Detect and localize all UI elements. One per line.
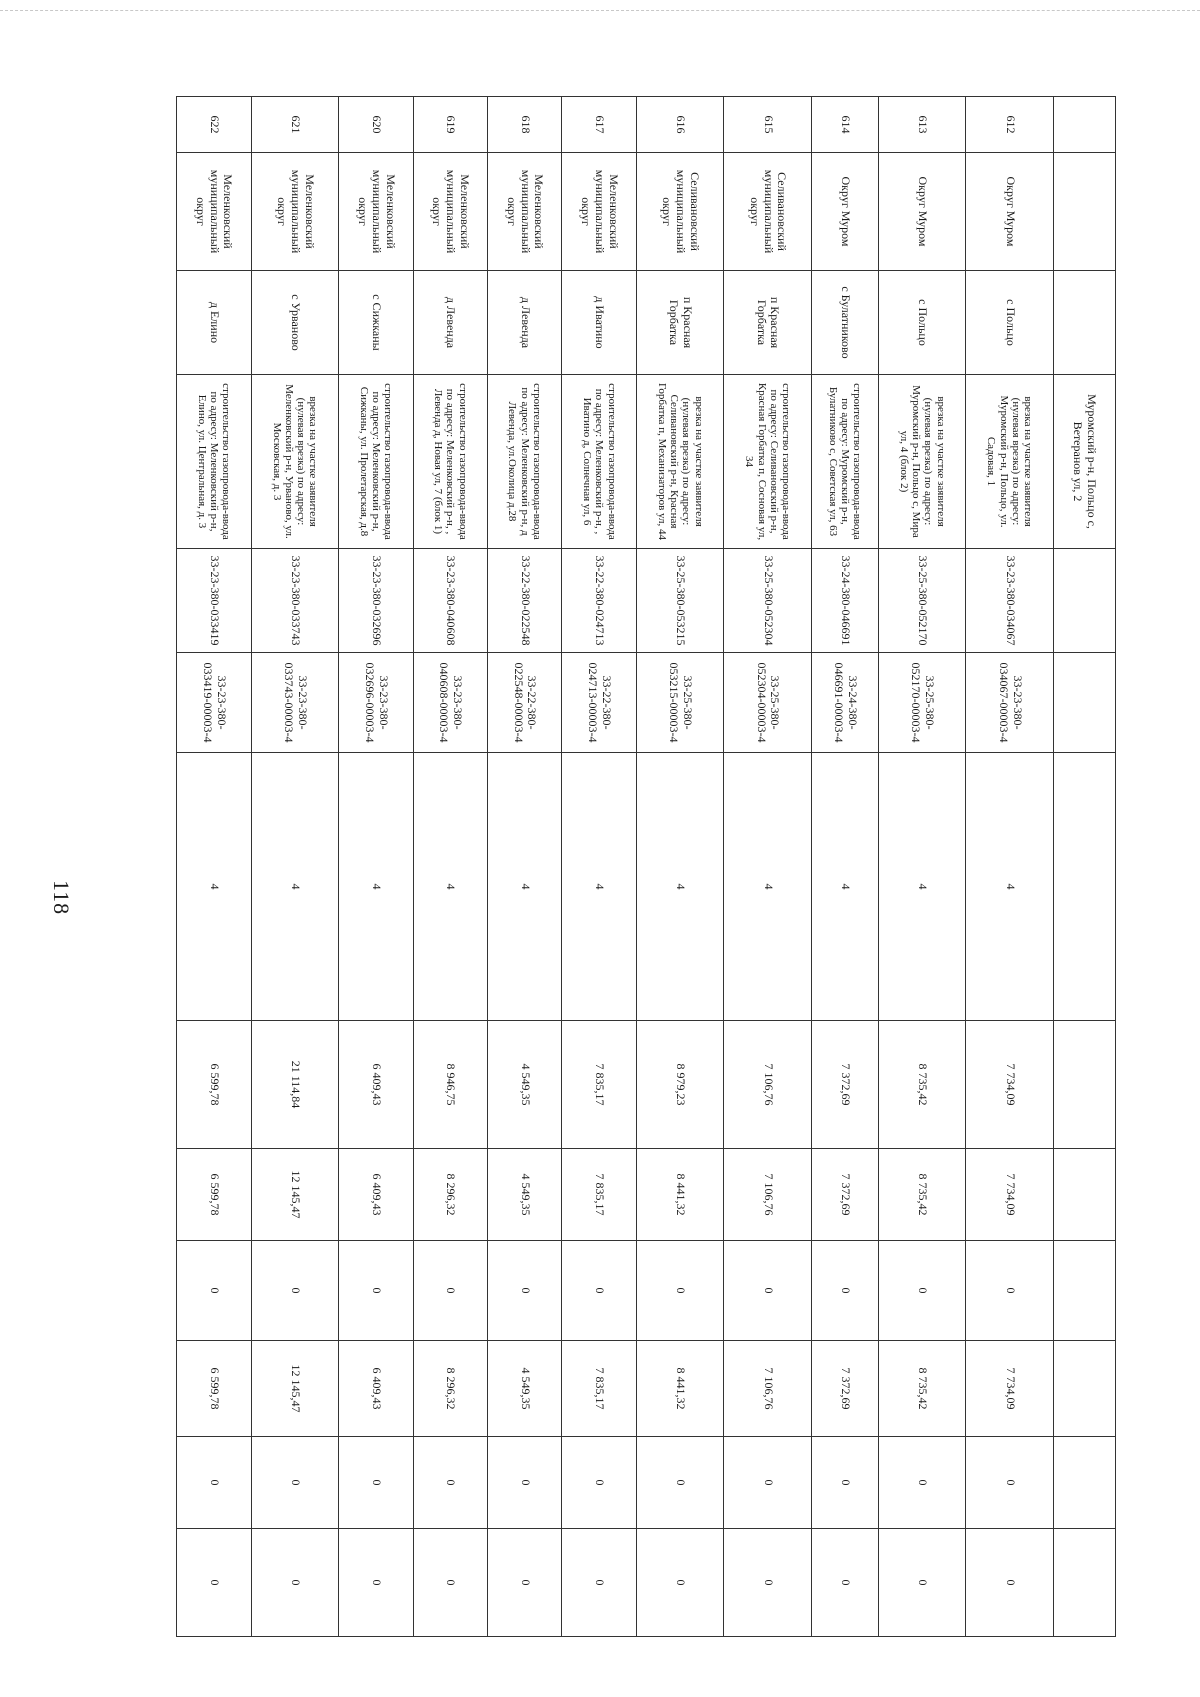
cell-cadastral-number: 33-24-380-046691 xyxy=(811,549,878,653)
cell-object-code: 33-23-380-040608-00003-4 xyxy=(413,653,487,753)
cell-cost-approved: 8 735,42 xyxy=(878,1149,966,1241)
cell-settlement: д Левенда xyxy=(487,271,561,375)
cell-object-code: 33-25-380-053215-00003-4 xyxy=(636,653,724,753)
cell-cadastral-number: 33-25-380-052304 xyxy=(724,549,812,653)
cell-row-number: 612 xyxy=(966,97,1054,153)
cell-cost-other: 0 xyxy=(251,1241,339,1341)
cell-cost-total: 8 946,75 xyxy=(413,1021,487,1149)
cell-cost-final: 8 441,32 xyxy=(636,1341,724,1437)
cell-category: 4 xyxy=(811,753,878,1021)
cell-settlement: д Елино xyxy=(177,271,252,375)
cell-cost-total: 6 599,78 xyxy=(177,1021,252,1149)
cell-cost-total: 8 979,23 xyxy=(636,1021,724,1149)
cell-value-b: 0 xyxy=(724,1529,812,1637)
cell-cost-final: 7 106,76 xyxy=(724,1341,812,1437)
cell-settlement: п Красная Горбатка xyxy=(636,271,724,375)
cell-value-a: 0 xyxy=(487,1437,561,1529)
cell-object-code: 33-23-380-034067-00003-4 xyxy=(966,653,1054,753)
cell-cadastral-number: 33-25-380-052170 xyxy=(878,549,966,653)
cell-cost-final: 7 734,09 xyxy=(966,1341,1054,1437)
cell-description: Муромский р-н, Польцо с, Ветеранов ул, 2 xyxy=(1054,375,1116,549)
cell-value-b: 0 xyxy=(339,1529,413,1637)
cell-row-number: 622 xyxy=(177,97,252,153)
cell-cost-approved: 6 599,78 xyxy=(177,1149,252,1241)
cell-municipality: Округ Муром xyxy=(811,153,878,271)
cell-cost-final: 7 372,69 xyxy=(811,1341,878,1437)
cell-value-b: 0 xyxy=(636,1529,724,1637)
cell-settlement: с Польцо xyxy=(966,271,1054,375)
cell-municipality: Меленковский муниципальный округ xyxy=(562,153,636,271)
cell-description: строительство газопровода-ввода по адресу: Меленковский р-н, д Левенда, ул.Околица д.28 xyxy=(487,375,561,549)
cell-row-number: 617 xyxy=(562,97,636,153)
cell-blank xyxy=(1054,97,1116,153)
table-body xyxy=(177,97,1116,1637)
cell-municipality: Меленковский муниципальный округ xyxy=(177,153,252,271)
table-row xyxy=(339,97,413,1637)
cell-object-code: 33-22-380-024713-00003-4 xyxy=(562,653,636,753)
table-row xyxy=(966,97,1054,1637)
table-row xyxy=(878,97,966,1637)
cell-municipality: Меленковский муниципальный округ xyxy=(251,153,339,271)
cell-blank xyxy=(1054,271,1116,375)
cell-blank xyxy=(1054,653,1116,753)
cell-object-code: 33-23-380-032696-00003-4 xyxy=(339,653,413,753)
cell-cost-total: 7 835,17 xyxy=(562,1021,636,1149)
cell-description: врезка на участке заявителя (нулевая врезка) по адресу: Селивановский р-н, Красная Горбатка п, Механизаторов ул, 44 xyxy=(636,375,724,549)
cell-cost-total: 21 114,84 xyxy=(251,1021,339,1149)
table-row xyxy=(724,97,812,1637)
table-row xyxy=(487,97,561,1637)
cell-value-a: 0 xyxy=(636,1437,724,1529)
cell-value-a: 0 xyxy=(339,1437,413,1529)
cell-description: врезка на участке заявителя (нулевая врезка) по адресу: Меленковский р-н, Урваново, ул. Московская, д. 3 xyxy=(251,375,339,549)
cell-value-a: 0 xyxy=(177,1437,252,1529)
cell-cost-approved: 12 145,47 xyxy=(251,1149,339,1241)
cell-category: 4 xyxy=(251,753,339,1021)
cell-cost-approved: 7 734,09 xyxy=(966,1149,1054,1241)
table-row xyxy=(562,97,636,1637)
cell-cost-total: 6 409,43 xyxy=(339,1021,413,1149)
cell-cost-final: 7 835,17 xyxy=(562,1341,636,1437)
cell-category: 4 xyxy=(966,753,1054,1021)
cell-object-code: 33-23-380-033419-00003-4 xyxy=(177,653,252,753)
cell-category: 4 xyxy=(413,753,487,1021)
cell-blank xyxy=(1054,1241,1116,1341)
cell-blank xyxy=(1054,1437,1116,1529)
cell-cost-approved: 4 549,35 xyxy=(487,1149,561,1241)
cell-blank xyxy=(1054,153,1116,271)
cell-cost-approved: 7 835,17 xyxy=(562,1149,636,1241)
cell-cost-total: 8 735,42 xyxy=(878,1021,966,1149)
cell-value-a: 0 xyxy=(878,1437,966,1529)
cell-value-b: 0 xyxy=(251,1529,339,1637)
table-row xyxy=(413,97,487,1637)
cell-cost-other: 0 xyxy=(811,1241,878,1341)
cell-cost-approved: 6 409,43 xyxy=(339,1149,413,1241)
cell-description: строительство газопровода-ввода по адресу: Меленковский р-н, Елино, ул. Центральная, д. 3 xyxy=(177,375,252,549)
cell-value-a: 0 xyxy=(251,1437,339,1529)
cell-cost-other: 0 xyxy=(339,1241,413,1341)
cell-category: 4 xyxy=(878,753,966,1021)
cell-category: 4 xyxy=(339,753,413,1021)
cell-row-number: 614 xyxy=(811,97,878,153)
cell-category: 4 xyxy=(177,753,252,1021)
cell-cost-total: 7 734,09 xyxy=(966,1021,1054,1149)
scan-edge-line xyxy=(0,10,1200,11)
cell-municipality: Округ Муром xyxy=(878,153,966,271)
cell-cost-other: 0 xyxy=(724,1241,812,1341)
cell-value-b: 0 xyxy=(966,1529,1054,1637)
cell-cost-other: 0 xyxy=(413,1241,487,1341)
cell-cost-final: 8 296,32 xyxy=(413,1341,487,1437)
cell-settlement: д Иватино xyxy=(562,271,636,375)
cell-description: строительство газопровода-ввода по адресу: Меленковский р-н, , Левенда д, Новая ул, 7 (блок 1) xyxy=(413,375,487,549)
cell-cadastral-number: 33-25-380-053215 xyxy=(636,549,724,653)
cell-row-number: 621 xyxy=(251,97,339,153)
data-table xyxy=(176,96,1116,1637)
table-row xyxy=(636,97,724,1637)
cell-value-a: 0 xyxy=(562,1437,636,1529)
cell-category: 4 xyxy=(636,753,724,1021)
cell-object-code: 33-25-380-052170-00003-4 xyxy=(878,653,966,753)
cell-cost-final: 12 145,47 xyxy=(251,1341,339,1437)
cell-description: врезка на участке заявителя (нулевая врезка) по адресу: Муромский р-н, Польцо, ул. Садовая, 1 xyxy=(966,375,1054,549)
rotated-table-container xyxy=(176,96,1116,1636)
cell-blank xyxy=(1054,1149,1116,1241)
cell-description: строительство газопровода-ввода по адресу: Селивановский р-н, Красная Горбатка п, Сосновая ул, 34 xyxy=(724,375,812,549)
cell-cadastral-number: 33-23-380-034067 xyxy=(966,549,1054,653)
cell-cost-approved: 7 106,76 xyxy=(724,1149,812,1241)
cell-blank xyxy=(1054,549,1116,653)
cell-value-b: 0 xyxy=(878,1529,966,1637)
cell-category: 4 xyxy=(562,753,636,1021)
cell-settlement: д Левенда xyxy=(413,271,487,375)
cell-row-number: 615 xyxy=(724,97,812,153)
cell-object-code: 33-23-380-033743-00003-4 xyxy=(251,653,339,753)
cell-value-b: 0 xyxy=(562,1529,636,1637)
cell-cost-final: 6 599,78 xyxy=(177,1341,252,1437)
cell-settlement: п Красная Горбатка xyxy=(724,271,812,375)
cell-row-number: 613 xyxy=(878,97,966,153)
cell-value-b: 0 xyxy=(413,1529,487,1637)
cell-cost-other: 0 xyxy=(562,1241,636,1341)
cell-value-a: 0 xyxy=(724,1437,812,1529)
cell-value-b: 0 xyxy=(487,1529,561,1637)
cell-cost-other: 0 xyxy=(966,1241,1054,1341)
cell-cost-final: 8 735,42 xyxy=(878,1341,966,1437)
cell-object-code: 33-25-380-052304-00003-4 xyxy=(724,653,812,753)
cell-category: 4 xyxy=(487,753,561,1021)
cell-cost-approved: 8 296,32 xyxy=(413,1149,487,1241)
cell-municipality: Меленковский муниципальный округ xyxy=(339,153,413,271)
cell-municipality: Меленковский муниципальный округ xyxy=(413,153,487,271)
cell-cost-total: 7 372,69 xyxy=(811,1021,878,1149)
cell-row-number: 618 xyxy=(487,97,561,153)
cell-municipality: Селивановский муниципальный округ xyxy=(636,153,724,271)
cell-cadastral-number: 33-22-380-024713 xyxy=(562,549,636,653)
cell-object-code: 33-24-380-046691-00003-4 xyxy=(811,653,878,753)
table-row xyxy=(177,97,252,1637)
cell-cost-other: 0 xyxy=(636,1241,724,1341)
cell-description: врезка на участке заявителя (нулевая врезка) по адресу: Муромский р-н, Польцо с, Мира ул, 4 (блок 2) xyxy=(878,375,966,549)
cell-settlement: с Урваново xyxy=(251,271,339,375)
cell-cost-other: 0 xyxy=(177,1241,252,1341)
cell-value-b: 0 xyxy=(811,1529,878,1637)
cell-row-number: 619 xyxy=(413,97,487,153)
cell-cost-approved: 8 441,32 xyxy=(636,1149,724,1241)
cell-value-a: 0 xyxy=(966,1437,1054,1529)
continuation-row xyxy=(1054,97,1116,1637)
cell-blank xyxy=(1054,1021,1116,1149)
cell-cadastral-number: 33-23-380-033419 xyxy=(177,549,252,653)
cell-settlement: с Сижканы xyxy=(339,271,413,375)
page-number: 118 xyxy=(49,880,74,916)
cell-row-number: 620 xyxy=(339,97,413,153)
cell-cadastral-number: 33-23-380-032696 xyxy=(339,549,413,653)
cell-cost-approved: 7 372,69 xyxy=(811,1149,878,1241)
cell-blank xyxy=(1054,1341,1116,1437)
table-row xyxy=(251,97,339,1637)
cell-value-b: 0 xyxy=(177,1529,252,1637)
cell-cadastral-number: 33-22-380-022548 xyxy=(487,549,561,653)
cell-municipality: Меленковский муниципальный округ xyxy=(487,153,561,271)
cell-description: строительство газопровода-ввода по адресу: Меленковский р-н, Сижканы, ул. Пролетарская, д.8 xyxy=(339,375,413,549)
cell-municipality: Селивановский муниципальный округ xyxy=(724,153,812,271)
cell-description: строительство газопровода-ввода по адресу: Меленковский р-н, , Иватино д, Солнечная ул, 6 xyxy=(562,375,636,549)
cell-blank xyxy=(1054,753,1116,1021)
cell-cadastral-number: 33-23-380-033743 xyxy=(251,549,339,653)
cell-cadastral-number: 33-23-380-040608 xyxy=(413,549,487,653)
cell-blank xyxy=(1054,1529,1116,1637)
cell-cost-total: 7 106,76 xyxy=(724,1021,812,1149)
cell-cost-total: 4 549,35 xyxy=(487,1021,561,1149)
cell-object-code: 33-22-380-022548-00003-4 xyxy=(487,653,561,753)
cell-municipality: Округ Муром xyxy=(966,153,1054,271)
cell-settlement: с Польцо xyxy=(878,271,966,375)
cell-cost-final: 4 549,35 xyxy=(487,1341,561,1437)
cell-cost-final: 6 409,43 xyxy=(339,1341,413,1437)
cell-description: строительство газопровода-ввода по адресу: Муромский р-н, Булатниково с, Советская ул, 63 xyxy=(811,375,878,549)
table-row xyxy=(811,97,878,1637)
cell-row-number: 616 xyxy=(636,97,724,153)
cell-value-a: 0 xyxy=(811,1437,878,1529)
cell-cost-other: 0 xyxy=(878,1241,966,1341)
cell-settlement: с Булатниково xyxy=(811,271,878,375)
cell-value-a: 0 xyxy=(413,1437,487,1529)
cell-category: 4 xyxy=(724,753,812,1021)
cell-cost-other: 0 xyxy=(487,1241,561,1341)
